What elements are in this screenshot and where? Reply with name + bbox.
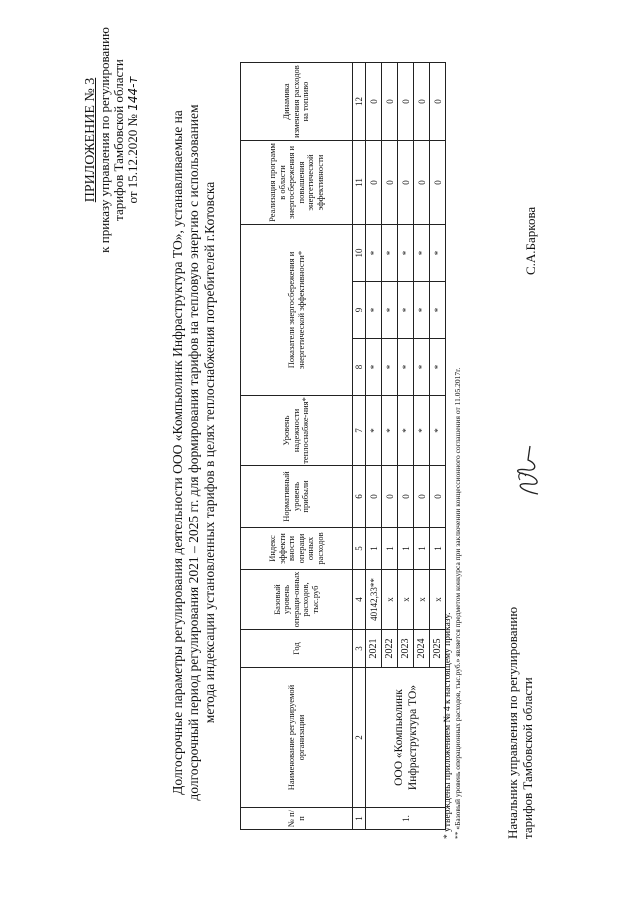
footnote-1: * утверждены приложением № 4 к настоящему приказу. xyxy=(443,612,453,839)
cell-base-opex: x xyxy=(430,570,446,630)
table-header-row xyxy=(241,63,353,830)
header-energy-program: Реализация программ в области энергосбережения и повышения энергетической эффективности xyxy=(241,141,353,225)
cell-profit: 0 xyxy=(414,466,430,528)
header-energy-indicators: Показатели энергосбережения и энергетической эффективности* xyxy=(241,225,353,396)
cell-energy-10: * xyxy=(398,225,414,282)
cell-energy-8: * xyxy=(414,339,430,396)
header-year: Год xyxy=(241,630,353,668)
cell-fuel: 0 xyxy=(430,63,446,141)
col-num-7: 7 xyxy=(353,396,366,466)
cell-index: 1 xyxy=(398,528,414,570)
row-number: 1. xyxy=(366,808,446,830)
header-fuel-dynamics: Динамика изменения расходов на топливо xyxy=(241,63,353,141)
col-num-5: 5 xyxy=(353,528,366,570)
cell-program: 0 xyxy=(366,141,382,225)
cell-index: 1 xyxy=(414,528,430,570)
cell-base-opex: x xyxy=(398,570,414,630)
col-num-1: 1 xyxy=(353,808,366,830)
cell-year: 2025 xyxy=(430,630,446,668)
cell-energy-9: * xyxy=(414,282,430,339)
cell-energy-8: * xyxy=(366,339,382,396)
cell-year: 2023 xyxy=(398,630,414,668)
cell-energy-9: * xyxy=(382,282,398,339)
cell-reliability: * xyxy=(430,396,446,466)
header-profit-level: Нормативный уровень прибыли xyxy=(241,466,353,528)
cell-base-opex: x xyxy=(414,570,430,630)
cell-profit: 0 xyxy=(366,466,382,528)
cell-energy-10: * xyxy=(382,225,398,282)
cell-energy-9: * xyxy=(398,282,414,339)
cell-energy-10: * xyxy=(366,225,382,282)
header-num: № п/п xyxy=(241,808,353,830)
cell-energy-8: * xyxy=(398,339,414,396)
col-num-10: 10 xyxy=(353,225,366,282)
cell-index: 1 xyxy=(382,528,398,570)
cell-reliability: * xyxy=(414,396,430,466)
table-row xyxy=(366,63,382,830)
handwritten-signature xyxy=(508,440,548,500)
cell-index: 1 xyxy=(366,528,382,570)
cell-energy-8: * xyxy=(382,339,398,396)
appendix-date: от 15.12.2020 № xyxy=(125,114,140,204)
parameters-table xyxy=(240,62,446,830)
cell-fuel: 0 xyxy=(414,63,430,141)
appendix-date-line xyxy=(126,15,140,265)
cell-base-opex: x xyxy=(382,570,398,630)
cell-reliability: * xyxy=(366,396,382,466)
appendix-number: 144-т xyxy=(126,76,140,111)
appendix-line-1: к приказу управления по регулированию xyxy=(97,27,112,253)
col-num-9: 9 xyxy=(353,282,366,339)
col-num-4: 4 xyxy=(353,570,366,630)
organization-name: ООО «Компьюлинк Инфраструктура ТО» xyxy=(366,668,446,808)
cell-profit: 0 xyxy=(382,466,398,528)
document-title xyxy=(170,60,218,845)
cell-program: 0 xyxy=(382,141,398,225)
col-num-2: 2 xyxy=(353,668,366,808)
cell-program: 0 xyxy=(430,141,446,225)
cell-reliability: * xyxy=(382,396,398,466)
cell-profit: 0 xyxy=(398,466,414,528)
footnote-2: ** «Базовый уровень операционных расходов, тыс.руб.» является предметом конкурса при заключении концессионного соглашения от 11.05.2017г. xyxy=(453,367,462,839)
appendix-title: ПРИЛОЖЕНИЕ № 3 xyxy=(83,77,98,203)
cell-energy-9: * xyxy=(430,282,446,339)
signatory-position-line-2: тарифов Тамбовской области xyxy=(520,677,535,839)
cell-index: 1 xyxy=(430,528,446,570)
cell-energy-10: * xyxy=(414,225,430,282)
cell-profit: 0 xyxy=(430,466,446,528)
col-num-3: 3 xyxy=(353,630,366,668)
cell-fuel: 0 xyxy=(382,63,398,141)
title-line-2: долгосрочный период регулирования 2021 – 2025 гг. для формирования тарифов на тепловую энергию с использованием xyxy=(186,104,201,801)
col-num-6: 6 xyxy=(353,466,366,528)
appendix-line-2: тарифов Тамбовской области xyxy=(111,59,126,221)
header-efficiency-index: Индекс эффекти вности операци онных расходов xyxy=(241,528,353,570)
cell-program: 0 xyxy=(414,141,430,225)
header-org: Наименование регулируемой организации xyxy=(241,668,353,808)
title-line-1: Долгосрочные параметры регулирования деятельности ООО «Компьюлинк Инфраструктура ТО», устанавливаемые на xyxy=(170,110,185,795)
signatory-name: С.А.Баркова xyxy=(523,206,538,275)
col-num-8: 8 xyxy=(353,339,366,396)
signatory-position-line-1: Начальник управления по регулированию xyxy=(505,606,520,839)
cell-reliability: * xyxy=(398,396,414,466)
cell-year: 2024 xyxy=(414,630,430,668)
column-number-row xyxy=(353,63,366,830)
header-reliability: Уровень надежности теплоснабже-ния* xyxy=(241,396,353,466)
cell-fuel: 0 xyxy=(366,63,382,141)
cell-program: 0 xyxy=(398,141,414,225)
cell-fuel: 0 xyxy=(398,63,414,141)
col-num-12: 12 xyxy=(353,63,366,141)
signatory-position xyxy=(505,607,535,839)
title-line-3: метода индексации установленных тарифов в целях теплоснабжения потребителей г.Котовска xyxy=(202,181,217,724)
cell-energy-8: * xyxy=(430,339,446,396)
appendix-header xyxy=(84,15,140,265)
cell-base-opex: 40142,33** xyxy=(366,570,382,630)
cell-year: 2022 xyxy=(382,630,398,668)
cell-energy-9: * xyxy=(366,282,382,339)
cell-energy-10: * xyxy=(430,225,446,282)
col-num-11: 11 xyxy=(353,141,366,225)
header-base-opex: Базовый уровень операци-онных расходов, тыс.руб xyxy=(241,570,353,630)
cell-year: 2021 xyxy=(366,630,382,668)
